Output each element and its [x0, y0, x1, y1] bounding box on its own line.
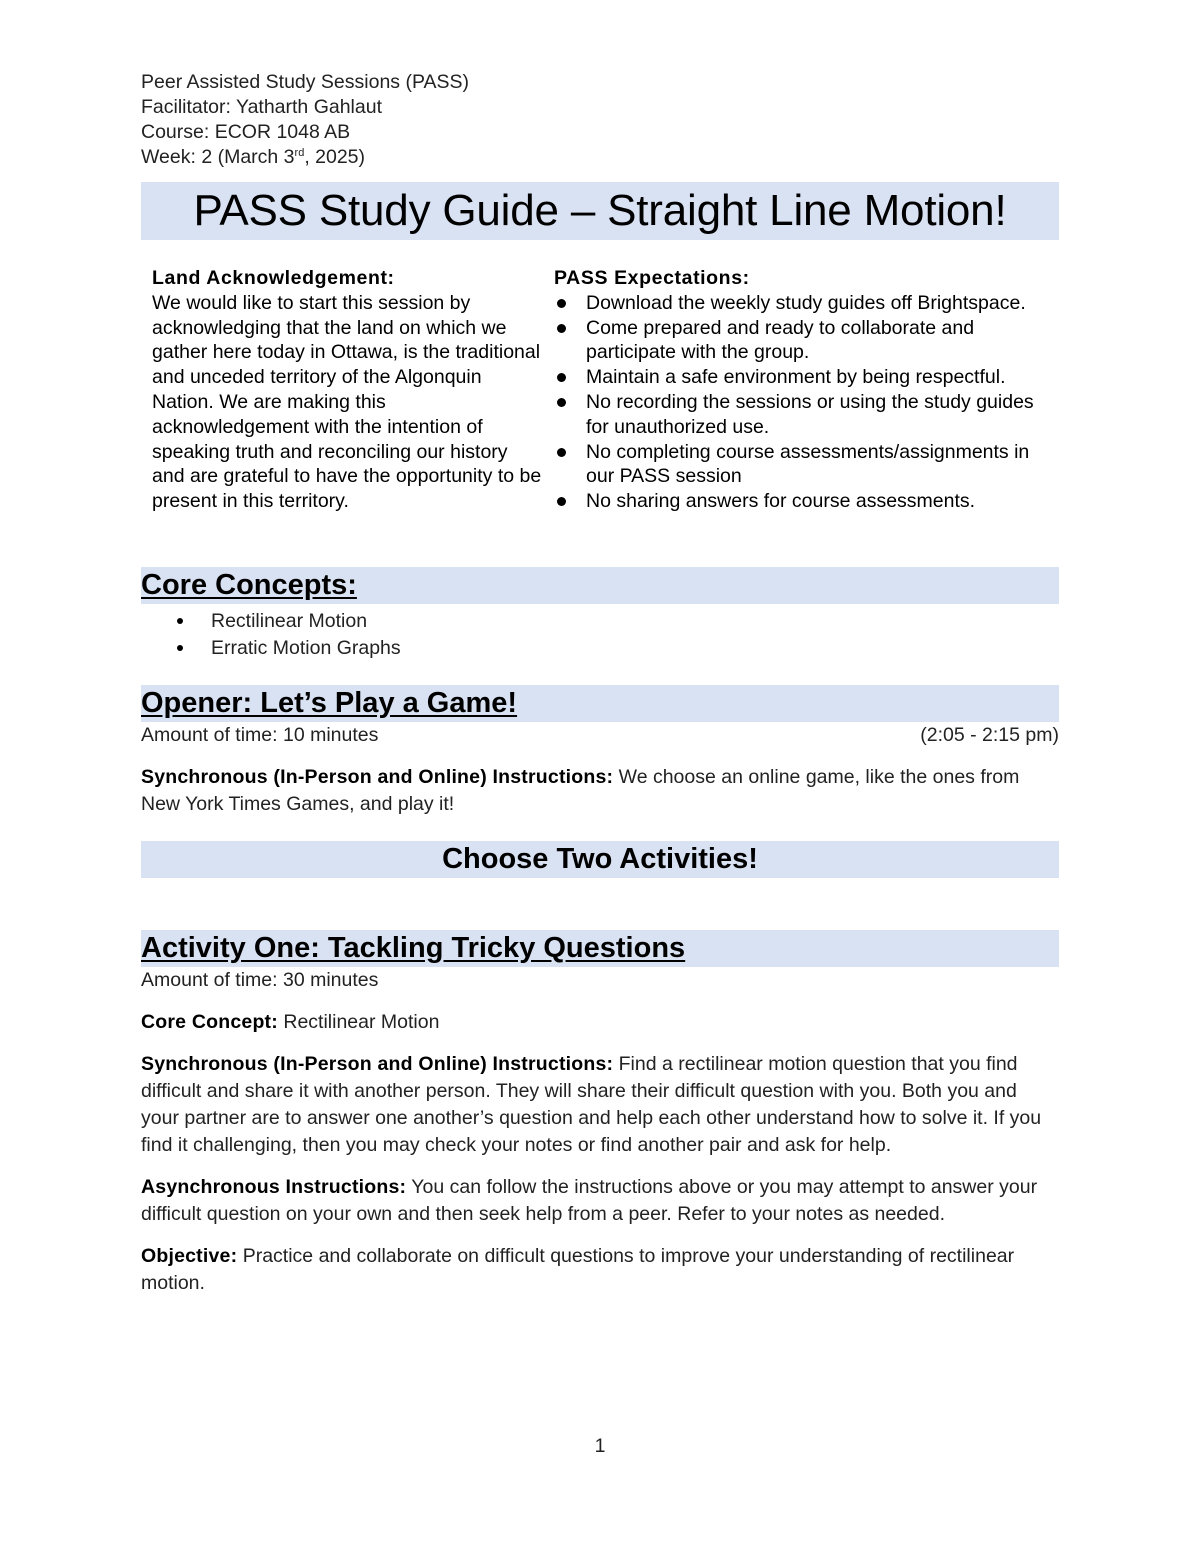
- opener-time-range: (2:05 - 2:15 pm): [920, 723, 1059, 746]
- opener-heading: Opener: Let’s Play a Game!: [141, 685, 1059, 722]
- header-course: Course: ECOR 1048 AB: [141, 121, 351, 143]
- expectation-item: Download the weekly study guides off Brightspace.: [554, 291, 1059, 316]
- activity-one-time: Amount of time: 30 minutes: [141, 968, 379, 991]
- land-acknowledgement: [141, 266, 542, 514]
- header-facilitator: Facilitator: Yatharth Gahlaut: [141, 96, 382, 118]
- choose-activities-banner: Choose Two Activities!: [141, 841, 1059, 878]
- pass-expectations: [554, 266, 1059, 514]
- expectation-item: Maintain a safe environment by being respectful.: [554, 365, 1059, 390]
- opener-time-row: [141, 722, 1059, 749]
- core-concepts-list: [141, 608, 1059, 662]
- core-concepts-heading: Core Concepts:: [141, 567, 1059, 604]
- opener-instructions: Synchronous (In-Person and Online) Instructions: We choose an online game, like the ones from New York Times Games, and play it!: [141, 765, 1020, 815]
- header-week: Week: 2 (March 3rd, 2025): [141, 146, 366, 168]
- core-concept-item: Rectilinear Motion: [141, 608, 1059, 635]
- land-acknowledgement-body: We would like to start this session by acknowledging that the land on which we gather here today in Ottawa, is the traditional and unceded territory of the Algonquin Nation. We are making this acknowledgement with the intention of speaking truth and reconciling our history and are grateful to have the opportunity to be present in this territory.: [152, 291, 542, 513]
- header-block: [141, 70, 1059, 170]
- activity-one-core-concept: Core Concept: Rectilinear Motion: [141, 1010, 440, 1033]
- expectation-item: No completing course assessments/assignments in our PASS session: [554, 440, 1059, 490]
- expectations-list: [554, 291, 1059, 514]
- pass-expectations-heading: PASS Expectations:: [554, 267, 750, 289]
- opener-time: Amount of time: 10 minutes: [141, 723, 379, 746]
- expectation-item: Come prepared and ready to collaborate and participate with the group.: [554, 316, 1059, 366]
- activity-one-sync-instructions: Synchronous (In-Person and Online) Instructions: Find a rectilinear motion question that you find difficult and share it with another person. They will share their difficult question with you. Both you and your partner are to answer one another’s question and help each other understand how to solve it. If you find it challenging, then you may check your notes or find another pair and ask for help.: [141, 1052, 1042, 1156]
- expectation-item: No recording the sessions or using the study guides for unauthorized use.: [554, 390, 1059, 440]
- activity-one-objective: Objective: Practice and collaborate on difficult questions to improve your understanding of rectilinear motion.: [141, 1244, 1015, 1294]
- core-concept-item: Erratic Motion Graphs: [141, 635, 1059, 662]
- document-page: [141, 70, 1059, 1297]
- land-acknowledgement-heading: Land Acknowledgement:: [152, 267, 395, 289]
- page-title: PASS Study Guide – Straight Line Motion!: [141, 182, 1059, 240]
- header-program: Peer Assisted Study Sessions (PASS): [141, 71, 470, 93]
- expectation-item: No sharing answers for course assessments.: [554, 489, 1059, 514]
- activity-one-async-instructions: Asynchronous Instructions: You can follow the instructions above or you may attempt to answer your difficult question on your own and then seek help from a peer. Refer to your notes as needed.: [141, 1175, 1038, 1225]
- page-number: 1: [594, 1435, 606, 1457]
- activity-one-heading: Activity One: Tackling Tricky Questions: [141, 930, 1059, 967]
- intro-columns: [141, 266, 1059, 514]
